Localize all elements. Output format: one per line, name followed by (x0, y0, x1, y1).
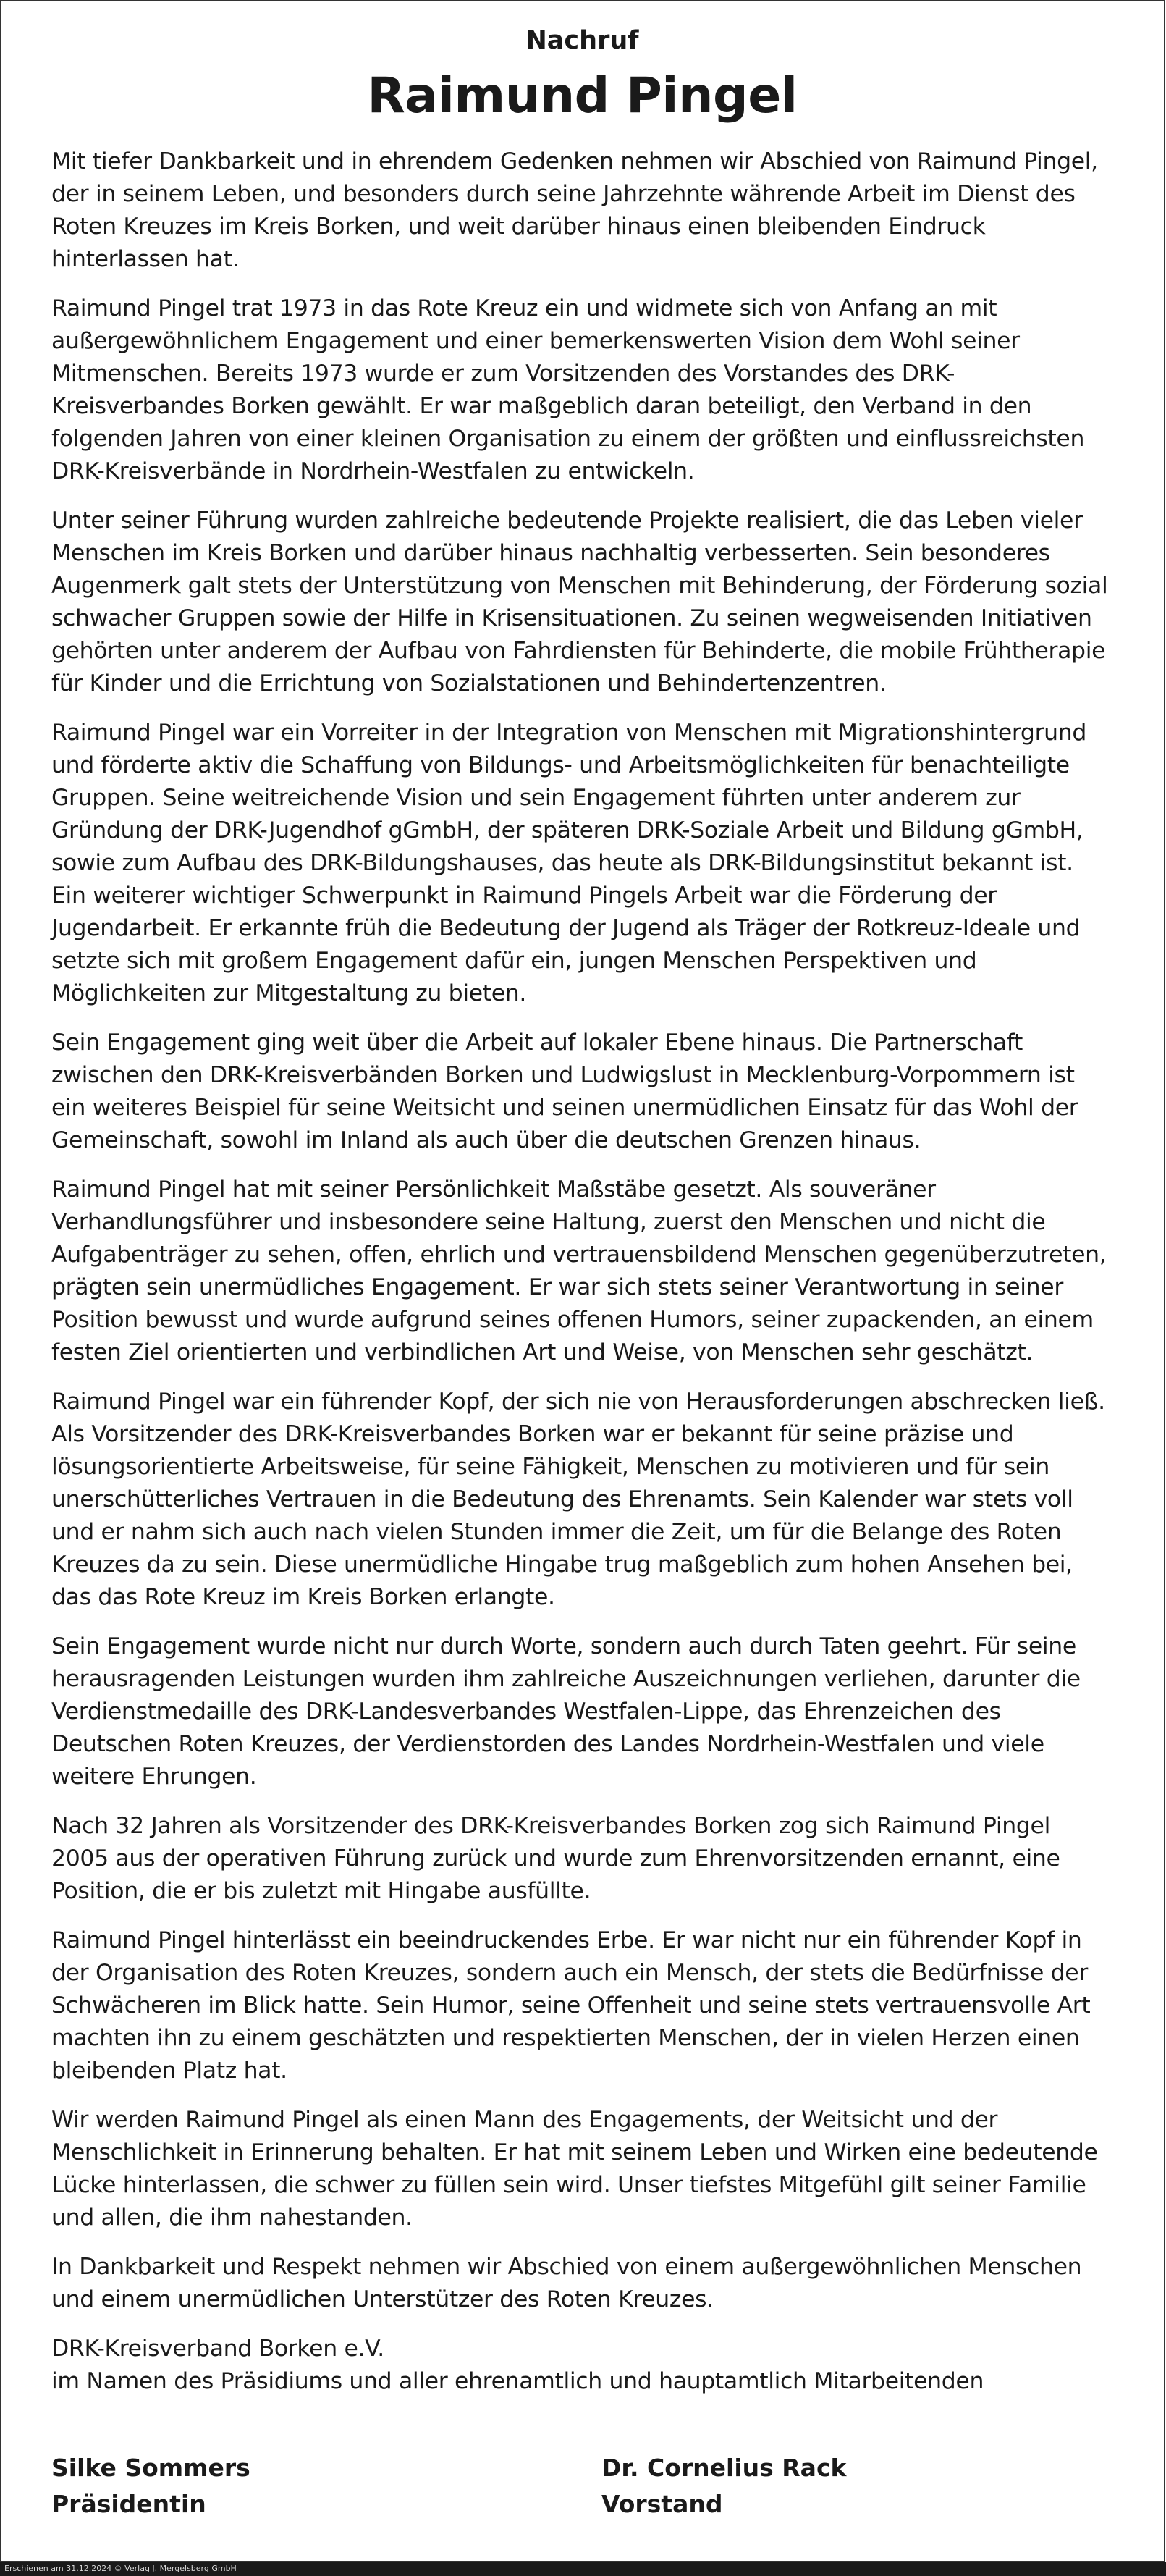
paragraph: Raimund Pingel hinterlässt ein beeindruckendes Erbe. Er war nicht nur ein führender Kopf in der Organisation des Roten Kreuzes, sondern auch ein Mensch, der stets die Bedürfnisse der Schwächeren im Blick hatte. Sein Humor, seine Offenheit und seine stets vertrauensvolle Art machten ihn zu einem geschätzten und respektierten Menschen, der in vielen Herzen einen bleibenden Platz hat. (51, 1927, 1091, 2084)
paragraph: Raimund Pingel hat mit seiner Persönlichkeit Maßstäbe gesetzt. Als souveräner Verhandlungsführer und insbesondere seine Haltung, zuerst den Menschen und nicht die Aufgabenträger zu sehen, offen, ehrlich und vertrauensbildend Menschen gegenüberzutreten, prägten sein unermüdliches Engagement. Er war sich stets seiner Verantwortung in seiner Position bewusst und wurde aufgrund seines offenen Humors, seiner zupackenden, an einem festen Ziel orientierten und verbindlichen Art und Weise, von Menschen sehr geschätzt. (51, 1177, 1107, 1365)
publication-footer: Erschienen am 31.12.2024 © Verlag J. Mergelsberg GmbH (0, 2562, 1166, 2576)
paragraph: Wir werden Raimund Pingel als einen Mann des Engagements, der Weitsicht und der Menschlichkeit in Erinnerung behalten. Er hat mit seinem Leben und Wirken eine bedeutende Lücke hinterlassen, die schwer zu füllen sein wird. Unser tiefstes Mitgefühl gilt seiner Familie und allen, die ihm nahestanden. (51, 2107, 1098, 2231)
paragraph: Unter seiner Führung wurden zahlreiche bedeutende Projekte realisiert, die das Leben vieler Menschen im Kreis Borken und darüber hinaus nachhaltig verbesserten. Sein besonderes Augenmerk galt stets der Unterstützung von Menschen mit Behinderung, der Förderung sozial schwacher Gruppen sowie der Hilfe in Krisensituationen. Zu seinen wegweisenden Initiativen gehörten unter anderem der Aufbau von Fahrdiensten für Behinderte, die mobile Frühtherapie für Kinder und die Errichtung von Sozialstationen und Behindertenzentren. (51, 508, 1108, 696)
obituary-body (51, 146, 1113, 2398)
paragraph: Raimund Pingel war ein führender Kopf, der sich nie von Herausforderungen abschrecken ließ. Als Vorsitzender des DRK-Kreisverbandes Borken war er bekannt für seine präzise und lösungsorientierte Arbeitsweise, für seine Fähigkeit, Menschen zu motivieren und für sein unerschütterliches Vertrauen in die Bedeutung des Ehrenamts. Sein Kalender war stets voll und er nahm sich auch nach vielen Stunden immer die Zeit, um für die Belange des Roten Kreuzes da zu sein. Diese unermüdliche Hingabe trug maßgeblich zum hohen Ansehen bei, das das Rote Kreuz im Kreis Borken erlangte. (51, 1389, 1105, 1610)
paragraph: Nach 32 Jahren als Vorsitzender des DRK-Kreisverbandes Borken zog sich Raimund Pingel 2005 aus der operativen Führung zurück und wurde zum Ehrenvorsitzenden ernannt, eine Position, die er bis zuletzt mit Hingabe ausfüllte. (51, 1813, 1060, 1904)
sender-organization: DRK-Kreisverband Borken e.V. (51, 2336, 384, 2362)
signature-block (51, 2450, 1115, 2522)
sender-on-behalf: im Namen des Präsidiums und aller ehrenamtlich und hauptamtlich Mitarbeitenden (51, 2368, 984, 2394)
obituary-kicker: Nachruf (525, 26, 639, 55)
paragraph: Sein Engagement ging weit über die Arbeit auf lokaler Ebene hinaus. Die Partnerschaft zwischen den DRK-Kreisverbänden Borken und Ludwigslust in Mecklenburg-Vorpommern ist ein weiteres Beispiel für seine Weitsicht und seinen unermüdlichen Einsatz für das Wohl der Gemeinschaft, sowohl im Inland als auch über die deutschen Grenzen hinaus. (51, 1030, 1078, 1153)
paragraph: Raimund Pingel war ein Vorreiter in der Integration von Menschen mit Migrationshintergrund und förderte aktiv die Schaffung von Bildungs- und Arbeitsmöglichkeiten für benachteiligte Gruppen. Seine weitreichende Vision und sein Engagement führten unter anderem zur Gründung der DRK-Jugendhof gGmbH, der späteren DRK-Soziale Arbeit und Bildung gGmbH, sowie zum Aufbau des DRK-Bildungshauses, das heute als DRK-Bildungsinstitut bekannt ist. Ein weiterer wichtiger Schwerpunkt in Raimund Pingels Arbeit war die Förderung der Jugendarbeit. Er erkannte früh die Bedeutung der Jugend als Träger der Rotkreuz-Ideale und setzte sich mit großem Engagement dafür ein, jungen Menschen Perspektiven und Möglichkeiten zur Mitgestaltung zu bieten. (51, 720, 1087, 1006)
signatory-role: Präsidentin (51, 2490, 206, 2518)
signatory-name: Silke Sommers (51, 2454, 250, 2482)
paragraph: Mit tiefer Dankbarkeit und in ehrendem Gedenken nehmen wir Abschied von Raimund Pingel, der in seinem Leben, und besonders durch seine Jahrzehnte währende Arbeit im Dienst des Roten Kreuzes im Kreis Borken, und weit darüber hinaus einen bleibenden Eindruck hinterlassen hat. (51, 148, 1098, 272)
signatory-name: Dr. Cornelius Rack (601, 2454, 847, 2482)
paragraph: Sein Engagement wurde nicht nur durch Worte, sondern auch durch Taten geehrt. Für seine herausragenden Leistungen wurden ihm zahlreiche Auszeichnungen verliehen, darunter die Verdienstmedaille des DRK-Landesverbandes Westfalen-Lippe, das Ehrenzeichen des Deutschen Roten Kreuzes, der Verdienstorden des Landes Nordrhein-Westfalen und viele weitere Ehrungen. (51, 1633, 1081, 1790)
signatory-role: Vorstand (601, 2490, 723, 2518)
signature-right (601, 2450, 846, 2522)
paragraph: In Dankbarkeit und Respekt nehmen wir Abschied von einem außergewöhnlichen Menschen und einem unermüdlichen Unterstützer des Roten Kreuzes. (51, 2254, 1082, 2312)
signature-left (51, 2450, 601, 2522)
paragraph: Raimund Pingel trat 1973 in das Rote Kreuz ein und widmete sich von Anfang an mit außergewöhnlichem Engagement und einer bemerkenswerten Vision dem Wohl seiner Mitmenschen. Bereits 1973 wurde er zum Vorsitzenden des Vorstandes des DRK-Kreisverbandes Borken gewählt. Er war maßgeblich daran beteiligt, den Verband in den folgenden Jahren von einer kleinen Organisation zu einem der größten und einflussreichsten DRK-Kreisverbände in Nordrhein-Westfalen zu entwickeln. (51, 295, 1085, 484)
deceased-name: Raimund Pingel (367, 67, 798, 125)
